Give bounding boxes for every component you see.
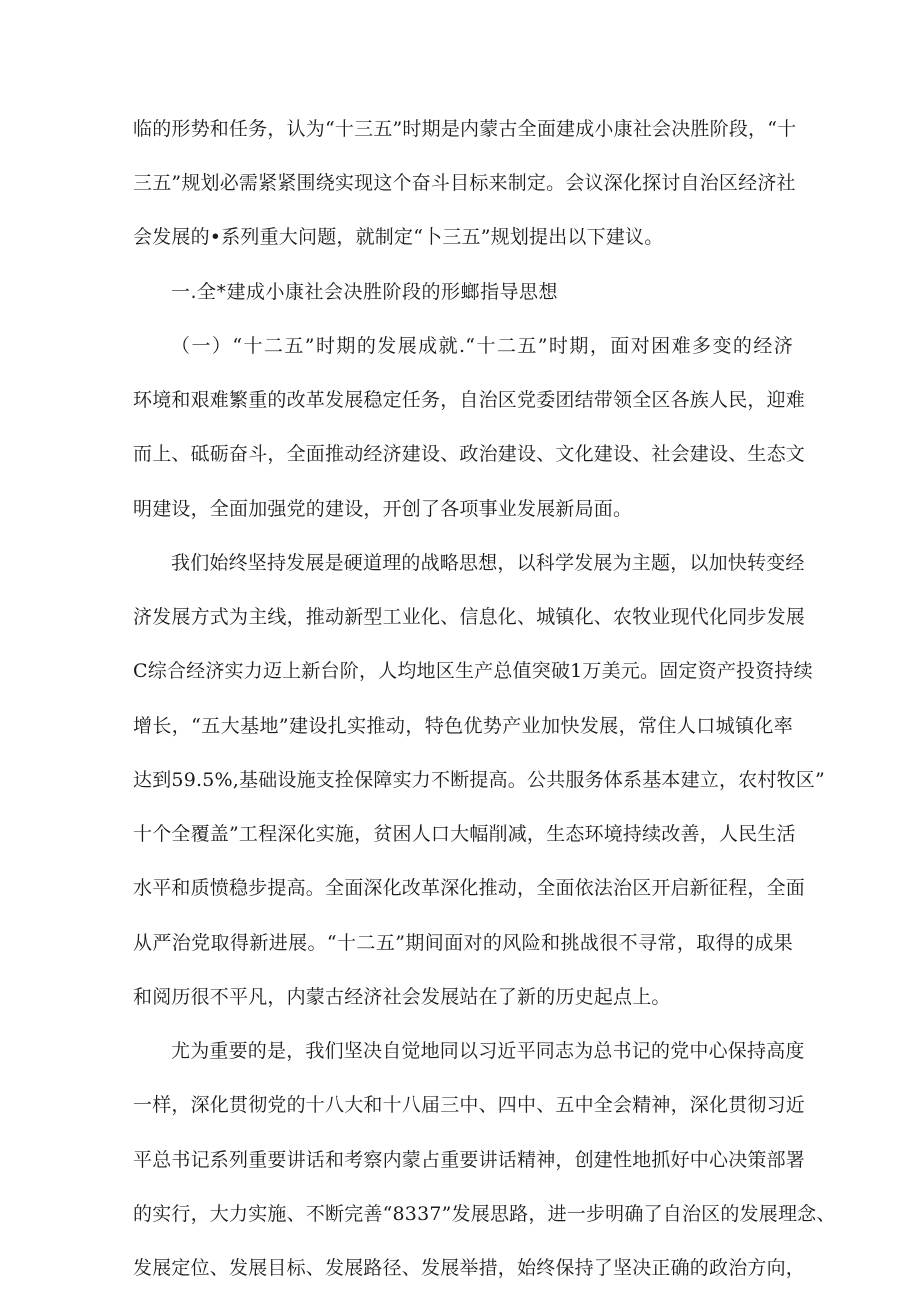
- paragraph-line: 从严治党取得新进展。“十二五”期间面对的风险和挑战很不寻常，取得的成果: [133, 932, 793, 954]
- paragraph-line: 和阅历很不平凡，内蒙古经济社会发展站在了新的历史起点上。: [133, 986, 671, 1008]
- paragraph-line: 尤为重要的是，我们坚决自觉地同以习近平同志为总书记的党中心保持高度: [171, 1040, 805, 1062]
- paragraph-line: 增长，“五大基地”建设扎实推动，特色优势产业加快发展，常住人口城镇化率: [133, 715, 793, 737]
- paragraph-line: 临的形势和任务，认为“十三五”时期是内蒙古全面建成小康社会决胜阶段，“十: [133, 118, 797, 140]
- paragraph-line: 三五”规划必需紧紧围绕实现这个奋斗目标来制定。会议深化探讨自治区经济社: [133, 172, 796, 194]
- paragraph-line: 会发展的•系列重大问题，就制定“卜三五”规划提出以下建议。: [133, 226, 664, 248]
- paragraph-line: 达到59.5%,基础设施支拴保障实力不断提高。公共服务体系基本建立，农村牧区”: [133, 769, 825, 791]
- paragraph-line: C综合经济实力迈上新台阶，人均地区生产总值突破1万美元。固定资产投资持续: [133, 660, 813, 682]
- paragraph-line: 平总书记系列重要讲话和考察内蒙占重要讲话精神，创建性地抓好中心决策部署: [133, 1149, 806, 1171]
- paragraph-line: 而上、砥砺奋斗，全面推动经济建设、政治建设、文化建设、社会建设、生态文: [133, 443, 806, 465]
- paragraph-line: 明建设，全面加强党的建设，开创了各项事业发展新局面。: [133, 498, 633, 520]
- paragraph-line: 水平和质愤稳步提高。全面深化改革深化推动，全面依法治区开启新征程，全面: [133, 877, 806, 899]
- paragraph-line: 的实行，大力实施、不断完善“8337”发展思路，进一步明确了自治区的发展理念、: [133, 1203, 836, 1225]
- section-heading: 一.全*建成小康社会决胜阶段的形螂指导思想: [171, 281, 559, 303]
- paragraph-line: （一）“十二五”时期的发展成就.“十二五”时期，面对困难多变的经济: [171, 335, 793, 357]
- paragraph-line: 我们始终坚持发展是硬道理的战略思想，以科学发展为主题，以加快转变经: [171, 552, 805, 574]
- paragraph-line: 一样，深化贯彻党的十八大和十八届三中、四中、五中全会精神，深化贯彻习近: [133, 1094, 806, 1116]
- paragraph-line: 环境和艰难繁重的改革发展稳定任务，自治区党委团结带领全区各族人民，迎难: [133, 389, 806, 411]
- paragraph-line: 十个全覆盖”工程深化实施，贫困人口大幅削减，生态环境持续改善，人民生活: [133, 823, 796, 845]
- paragraph-line: 发展定位、发展目标、发展路径、发展举措，始终保持了坚决正确的政治方向，: [133, 1257, 806, 1279]
- paragraph-line: 济发展方式为主线，推动新型工业化、信息化、城镇化、农牧业现代化同步发展: [133, 606, 806, 628]
